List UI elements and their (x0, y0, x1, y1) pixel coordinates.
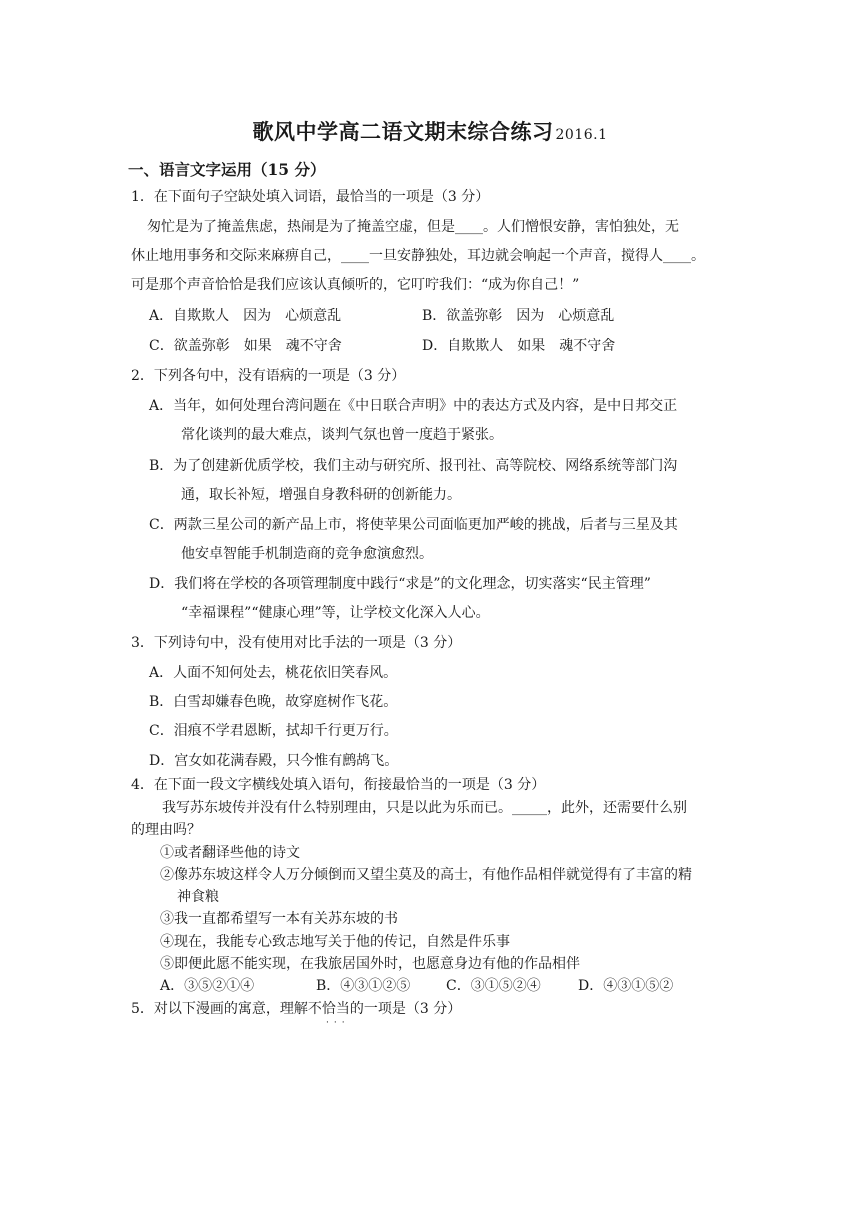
q1-option-b: B．欲盖弥彰 因为 心烦意乱 (422, 308, 615, 324)
q4-option-c: C．③①⑤②④ (446, 978, 541, 994)
q4-passage-line-2: 的理由吗？ (131, 822, 201, 838)
q2-option-a-line-1: A．当年，如何处理台湾问题在《中日联合声明》中的表达方式及内容，是中日邦交正 (149, 398, 678, 414)
q2-option-c-line-2: 他安卓智能手机制造商的竞争愈演愈烈。 (181, 546, 433, 562)
q5-emphasis-dots: ··· (326, 1018, 350, 1028)
q1-stem: 1．在下面句子空缺处填入词语，最恰当的一项是（3 分） (131, 189, 490, 205)
title-main: 歌风中学高二语文期末综合练习 (252, 119, 554, 144)
q2-option-b-line-2: 通，取长补短，增强自身教科研的创新能力。 (181, 487, 461, 503)
q1-option-a: A．自欺欺人 因为 心烦意乱 (149, 308, 342, 324)
q4-sentence-3: ③我一直都希望写一本有关苏东坡的书 (160, 911, 398, 927)
title-date: 2016.1 (555, 127, 608, 143)
q2-stem: 2．下列各句中，没有语病的一项是（3 分） (131, 368, 406, 384)
q4-option-d: D．④③①⑤② (578, 978, 674, 994)
q4-option-b: B．④③①②⑤ (316, 978, 411, 994)
q4-stem: 4．在下面一段文字横线处填入语句，衔接最恰当的一项是（3 分） (131, 777, 546, 793)
q2-option-d-line-2: “幸福课程”“健康心理”等，让学校文化深入人心。 (181, 605, 490, 621)
q4-sentence-1: ①或者翻译些他的诗文 (160, 845, 300, 861)
q3-option-c: C．泪痕不学君恩断，拭却千行更万行。 (149, 723, 398, 739)
q1-passage-line-3: 可是那个声音恰恰是我们应该认真倾听的，它叮咛我们：“成为你自己！” (131, 277, 580, 293)
q1-option-c: C．欲盖弥彰 如果 魂不守舍 (149, 338, 342, 354)
q3-option-d: D．宫女如花满春殿，只今惟有鹧鸪飞。 (149, 753, 399, 769)
q1-passage-line-1: 匆忙是为了掩盖焦虑，热闹是为了掩盖空虚，但是____。人们憎恨安静，害怕独处，无 (147, 219, 679, 235)
page-title (0, 116, 860, 146)
q4-option-a: A．③⑤②①④ (160, 978, 255, 994)
q3-stem: 3．下列诗句中，没有使用对比手法的一项是（3 分） (131, 635, 462, 651)
q1-option-d: D．自欺欺人 如果 魂不守舍 (422, 338, 616, 354)
q4-sentence-5: ⑤即便此愿不能实现，在我旅居国外时，也愿意身边有他的作品相伴 (160, 956, 580, 972)
q4-sentence-2-line-1: ②像苏东坡这样令人万分倾倒而又望尘莫及的高士，有他作品相伴就觉得有了丰富的精 (160, 867, 692, 883)
q1-passage-line-2: 休止地用事务和交际来麻痹自己，____一旦安静独处，耳边就会响起一个声音，搅得人____。 (131, 248, 705, 264)
q4-passage-line-1: 我写苏东坡传并没有什么特别理由，只是以此为乐而已。_____，此外，还需要什么别 (162, 800, 687, 816)
section-heading: 一、语言文字运用（15 分） (128, 160, 326, 179)
q4-sentence-2-line-2: 神食粮 (177, 889, 219, 905)
q3-option-b: B．白雪却嫌春色晚，故穿庭树作飞花。 (149, 694, 398, 710)
q2-option-c-line-1: C．两款三星公司的新产品上市，将使苹果公司面临更加严峻的挑战，后者与三星及其 (149, 517, 678, 533)
q3-option-a: A．人面不知何处去，桃花依旧笑春风。 (149, 665, 398, 681)
q2-option-a-line-2: 常化谈判的最大难点，谈判气氛也曾一度趋于紧张。 (181, 427, 503, 443)
q4-sentence-4: ④现在，我能专心致志地写关于他的传记，自然是件乐事 (160, 934, 510, 950)
q2-option-b-line-1: B．为了创建新优质学校，我们主动与研究所、报刊社、高等院校、网络系统等部门沟 (149, 458, 678, 474)
q5-stem: 5．对以下漫画的寓意，理解不恰当的一项是（3 分） (131, 1001, 462, 1017)
q2-option-d-line-1: D．我们将在学校的各项管理制度中践行“求是”的文化理念，切实落实“民主管理” (149, 576, 651, 592)
